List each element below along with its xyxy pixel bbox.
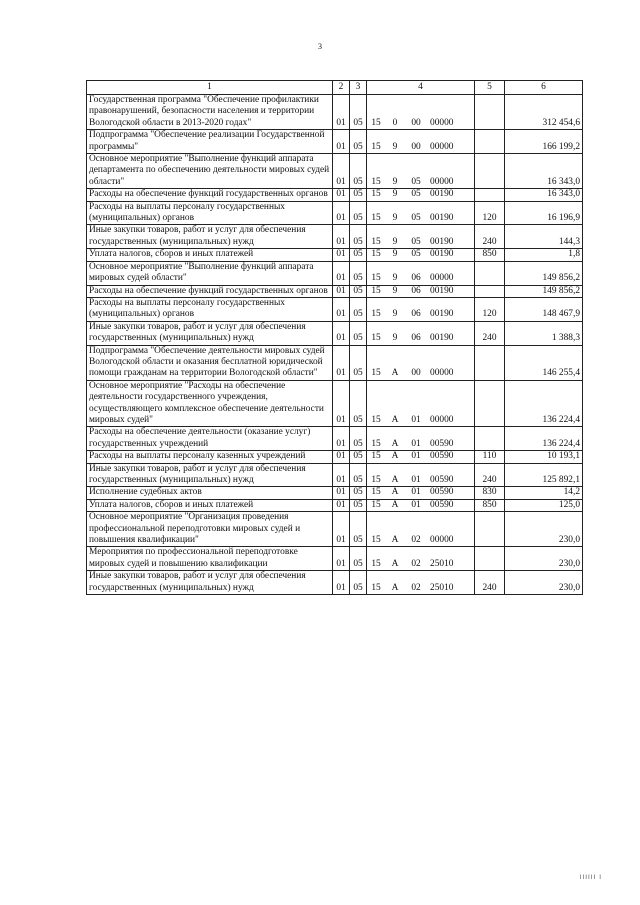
section-code-cell: 01 [333, 499, 350, 511]
target-article-part: 15 [371, 368, 381, 379]
target-article-part: 01 [411, 414, 421, 425]
target-article-part: 15 [371, 176, 381, 187]
row-name-cell: Подпрограмма "Обеспечение деятельности мировых судей Вологодской области и оказания бесплатной юридической помощи гражданам на территории Вологодской области" [87, 345, 333, 380]
target-article-part: 15 [371, 117, 381, 128]
target-article-part: 01 [411, 438, 421, 449]
expense-type-cell: 240 [475, 225, 505, 249]
subsection-code-cell: 05 [350, 297, 367, 321]
target-article-cell [367, 463, 475, 487]
subsection-code-cell: 05 [350, 380, 367, 427]
target-article-part: 9 [392, 285, 398, 296]
target-article-cell [367, 285, 475, 297]
target-article-part: 00190 [430, 213, 454, 224]
target-article-part: 02 [411, 582, 421, 593]
target-article-cell [367, 261, 475, 285]
amount-cell: 16 196,9 [505, 201, 583, 225]
expense-type-cell [475, 345, 505, 380]
subsection-code-cell: 05 [350, 285, 367, 297]
expense-type-cell [475, 130, 505, 154]
target-article-part: 15 [371, 189, 381, 200]
table-row [87, 571, 583, 595]
target-article-part: 06 [411, 273, 421, 284]
row-name-cell: Уплата налогов, сборов и иных платежей [87, 249, 333, 261]
subsection-code-cell: 05 [350, 345, 367, 380]
subsection-code-cell: 05 [350, 201, 367, 225]
target-article-part: 9 [392, 309, 398, 320]
target-article-part: 00000 [430, 414, 454, 425]
row-name-cell: Мероприятия по профессиональной переподготовке мировых судей и повышению квалификации [87, 547, 333, 571]
section-code-cell: 01 [333, 547, 350, 571]
section-code-cell: 01 [333, 487, 350, 499]
row-name-cell: Подпрограмма "Обеспечение реализации Государственной программы" [87, 130, 333, 154]
target-article-cell [367, 451, 475, 463]
target-article-part: 15 [371, 273, 381, 284]
target-article-part: 15 [371, 499, 381, 510]
expense-type-cell: 120 [475, 201, 505, 225]
target-article-part: 00590 [430, 475, 454, 485]
column-header: 1 [87, 81, 333, 95]
target-article-part: А [391, 582, 399, 593]
target-article-part: 25010 [430, 582, 454, 593]
subsection-code-cell: 05 [350, 571, 367, 595]
subsection-code-cell: 05 [350, 130, 367, 154]
target-article-part: 15 [371, 414, 381, 425]
row-name-cell: Исполнение судебных актов [87, 487, 333, 499]
target-article-part: 9 [392, 213, 398, 224]
target-article-cell [367, 225, 475, 249]
target-article-part: 05 [411, 249, 421, 260]
amount-cell: 230,0 [505, 512, 583, 547]
target-article-part: 05 [411, 176, 421, 187]
subsection-code-cell: 05 [350, 95, 367, 130]
target-article-part: 15 [371, 438, 381, 449]
page-number: 3 [318, 42, 322, 51]
target-article-part: 15 [371, 582, 381, 593]
target-article-part: 15 [371, 558, 381, 569]
section-code-cell: 01 [333, 380, 350, 427]
budget-table [86, 80, 583, 595]
table-body [87, 95, 583, 595]
section-code-cell: 01 [333, 189, 350, 201]
expense-type-cell: 110 [475, 451, 505, 463]
target-article-part: А [391, 475, 399, 485]
table-row [87, 512, 583, 547]
row-name-cell: Иные закупки товаров, работ и услуг для обеспечения государственных (муниципальных) нужд [87, 321, 333, 345]
target-article-part: 02 [411, 535, 421, 546]
row-name-cell: Иные закупки товаров, работ и услуг для обеспечения государственных (муниципальных) нужд [87, 463, 333, 487]
column-header: 6 [505, 81, 583, 95]
amount-cell: 149 856,2 [505, 285, 583, 297]
section-code-cell: 01 [333, 201, 350, 225]
target-article-part: 02 [411, 558, 421, 569]
target-article-cell [367, 201, 475, 225]
row-name-cell: Основное мероприятие "Организация проведения профессиональной переподготовки мировых судей и повышения квалификации" [87, 512, 333, 547]
subsection-code-cell: 05 [350, 249, 367, 261]
target-article-cell [367, 321, 475, 345]
table-row [87, 451, 583, 463]
section-code-cell: 01 [333, 95, 350, 130]
subsection-code-cell: 05 [350, 427, 367, 451]
target-article-cell [367, 130, 475, 154]
target-article-cell [367, 297, 475, 321]
target-article-part: 06 [411, 309, 421, 320]
target-article-part: 00590 [430, 487, 454, 498]
section-code-cell: 01 [333, 321, 350, 345]
table-row [87, 285, 583, 297]
target-article-part: 01 [411, 499, 421, 510]
table-row [87, 249, 583, 261]
section-code-cell: 01 [333, 451, 350, 463]
target-article-part: 00 [411, 141, 421, 152]
table-row [87, 201, 583, 225]
expense-type-cell: 240 [475, 571, 505, 595]
amount-cell: 1,8 [505, 249, 583, 261]
target-article-part: 00190 [430, 236, 454, 247]
target-article-cell [367, 571, 475, 595]
target-article-part: А [391, 499, 399, 510]
expense-type-cell: 850 [475, 249, 505, 261]
barcode-stamp: IIIIII I [579, 874, 602, 881]
subsection-code-cell: 05 [350, 154, 367, 189]
target-article-part: 06 [411, 285, 421, 296]
amount-cell: 136 224,4 [505, 427, 583, 451]
table-row [87, 499, 583, 511]
table-row [87, 547, 583, 571]
table-row [87, 130, 583, 154]
table-row [87, 487, 583, 499]
expense-type-cell: 850 [475, 499, 505, 511]
target-article-part: 15 [371, 213, 381, 224]
row-name-cell: Расходы на выплаты персоналу казенных учреждений [87, 451, 333, 463]
subsection-code-cell: 05 [350, 512, 367, 547]
target-article-part: А [391, 438, 399, 449]
table-row [87, 225, 583, 249]
row-name-cell: Государственная программа "Обеспечение профилактики правонарушений, безопасности населения и территории Вологодской области в 2013-2020 годах" [87, 95, 333, 130]
target-article-part: 15 [371, 487, 381, 498]
expense-type-cell [475, 189, 505, 201]
target-article-part: 00 [411, 368, 421, 379]
target-article-part: 15 [371, 475, 381, 485]
amount-cell: 230,0 [505, 547, 583, 571]
section-code-cell: 01 [333, 154, 350, 189]
table-row [87, 95, 583, 130]
subsection-code-cell: 05 [350, 261, 367, 285]
target-article-part: А [391, 368, 399, 379]
target-article-part: 15 [371, 333, 381, 344]
expense-type-cell [475, 512, 505, 547]
target-article-part: 00590 [430, 438, 454, 449]
row-name-cell: Расходы на обеспечение функций государственных органов [87, 285, 333, 297]
section-code-cell: 01 [333, 130, 350, 154]
amount-cell: 125,0 [505, 499, 583, 511]
target-article-part: 9 [392, 249, 398, 260]
row-name-cell: Иные закупки товаров, работ и услуг для обеспечения государственных (муниципальных) нужд [87, 571, 333, 595]
subsection-code-cell: 05 [350, 547, 367, 571]
target-article-part: 0 [392, 117, 398, 128]
expense-type-cell: 240 [475, 321, 505, 345]
target-article-part: 9 [392, 236, 398, 247]
row-name-cell: Расходы на выплаты персоналу государственных (муниципальных) органов [87, 297, 333, 321]
target-article-cell [367, 487, 475, 499]
amount-cell: 136 224,4 [505, 380, 583, 427]
target-article-cell [367, 380, 475, 427]
target-article-cell [367, 499, 475, 511]
row-name-cell: Уплата налогов, сборов и иных платежей [87, 499, 333, 511]
target-article-part: 00190 [430, 309, 454, 320]
target-article-part: А [391, 487, 399, 498]
amount-cell: 149 856,2 [505, 261, 583, 285]
table-row [87, 380, 583, 427]
target-article-part: 00190 [430, 189, 454, 200]
target-article-cell [367, 189, 475, 201]
target-article-cell [367, 345, 475, 380]
target-article-part: 15 [371, 249, 381, 260]
row-name-cell: Иные закупки товаров, работ и услуг для обеспечения государственных (муниципальных) нужд [87, 225, 333, 249]
target-article-part: 05 [411, 189, 421, 200]
target-article-part: 15 [371, 285, 381, 296]
subsection-code-cell: 05 [350, 499, 367, 511]
target-article-part: А [391, 451, 399, 462]
section-code-cell: 01 [333, 297, 350, 321]
table-row [87, 345, 583, 380]
target-article-part: 25010 [430, 558, 454, 569]
amount-cell: 144,3 [505, 225, 583, 249]
target-article-cell [367, 427, 475, 451]
target-article-part: А [391, 535, 399, 546]
row-name-cell: Расходы на обеспечение деятельности (оказание услуг) государственных учреждений [87, 427, 333, 451]
amount-cell: 148 467,9 [505, 297, 583, 321]
subsection-code-cell: 05 [350, 451, 367, 463]
table-row [87, 427, 583, 451]
expense-type-cell [475, 261, 505, 285]
target-article-part: 9 [392, 141, 398, 152]
target-article-part: 00190 [430, 285, 454, 296]
amount-cell: 1 388,3 [505, 321, 583, 345]
table-row [87, 189, 583, 201]
target-article-cell [367, 249, 475, 261]
expense-type-cell [475, 285, 505, 297]
target-article-part: 00000 [430, 117, 454, 128]
expense-type-cell: 240 [475, 463, 505, 487]
target-article-part: 00000 [430, 176, 454, 187]
row-name-cell: Расходы на обеспечение функций государственных органов [87, 189, 333, 201]
expense-type-cell [475, 95, 505, 130]
table-row [87, 463, 583, 487]
target-article-part: 00190 [430, 249, 454, 260]
target-article-part: 01 [411, 475, 421, 485]
target-article-part: 06 [411, 333, 421, 344]
section-code-cell: 01 [333, 345, 350, 380]
target-article-part: 01 [411, 487, 421, 498]
target-article-part: 05 [411, 213, 421, 224]
target-article-part: 05 [411, 236, 421, 247]
amount-cell: 146 255,4 [505, 345, 583, 380]
section-code-cell: 01 [333, 571, 350, 595]
subsection-code-cell: 05 [350, 321, 367, 345]
target-article-part: 15 [371, 451, 381, 462]
target-article-part: 01 [411, 451, 421, 462]
target-article-part: 15 [371, 141, 381, 152]
section-code-cell: 01 [333, 249, 350, 261]
expense-type-cell: 120 [475, 297, 505, 321]
expense-type-cell [475, 547, 505, 571]
amount-cell: 16 343,0 [505, 154, 583, 189]
subsection-code-cell: 05 [350, 463, 367, 487]
target-article-part: 00000 [430, 273, 454, 284]
column-header: 3 [350, 81, 367, 95]
row-name-cell: Основное мероприятие "Выполнение функций аппарата мировых судей области" [87, 261, 333, 285]
target-article-part: 00590 [430, 451, 454, 462]
target-article-part: 9 [392, 333, 398, 344]
section-code-cell: 01 [333, 261, 350, 285]
expense-type-cell [475, 154, 505, 189]
target-article-cell [367, 512, 475, 547]
target-article-cell [367, 95, 475, 130]
target-article-part: 00000 [430, 368, 454, 379]
subsection-code-cell: 05 [350, 189, 367, 201]
expense-type-cell [475, 427, 505, 451]
section-code-cell: 01 [333, 427, 350, 451]
target-article-cell [367, 547, 475, 571]
table-header-row [87, 81, 583, 95]
expense-type-cell: 830 [475, 487, 505, 499]
column-header: 4 [367, 81, 475, 95]
target-article-part: А [391, 414, 399, 425]
amount-cell: 10 193,1 [505, 451, 583, 463]
target-article-part: 9 [392, 176, 398, 187]
section-code-cell: 01 [333, 285, 350, 297]
amount-cell: 312 454,6 [505, 95, 583, 130]
amount-cell: 125 892,1 [505, 463, 583, 487]
target-article-part: 9 [392, 189, 398, 200]
target-article-part: 00 [411, 117, 421, 128]
row-name-cell: Основное мероприятие "Выполнение функций аппарата департамента по обеспечению деятельности мировых судей области" [87, 154, 333, 189]
target-article-part: 15 [371, 309, 381, 320]
table-row [87, 261, 583, 285]
target-article-cell [367, 154, 475, 189]
table-row [87, 297, 583, 321]
expense-type-cell [475, 380, 505, 427]
target-article-part: 00590 [430, 499, 454, 510]
target-article-part: 00190 [430, 333, 454, 344]
subsection-code-cell: 05 [350, 225, 367, 249]
target-article-part: 9 [392, 273, 398, 284]
table-row [87, 154, 583, 189]
amount-cell: 166 199,2 [505, 130, 583, 154]
table-row [87, 321, 583, 345]
target-article-part: А [391, 558, 399, 569]
target-article-part: 00000 [430, 535, 454, 546]
target-article-part: 15 [371, 535, 381, 546]
row-name-cell: Расходы на выплаты персоналу государственных (муниципальных) органов [87, 201, 333, 225]
subsection-code-cell: 05 [350, 487, 367, 499]
column-header: 5 [475, 81, 505, 95]
amount-cell: 14,2 [505, 487, 583, 499]
column-header: 2 [333, 81, 350, 95]
section-code-cell: 01 [333, 225, 350, 249]
target-article-part: 00000 [430, 141, 454, 152]
section-code-cell: 01 [333, 463, 350, 487]
target-article-part: 15 [371, 236, 381, 247]
amount-cell: 230,0 [505, 571, 583, 595]
amount-cell: 16 343,0 [505, 189, 583, 201]
row-name-cell: Основное мероприятие "Расходы на обеспечение деятельности государственного учреждения, осуществляющего комплексное обеспечение деятельности мировых судей" [87, 380, 333, 427]
section-code-cell: 01 [333, 512, 350, 547]
